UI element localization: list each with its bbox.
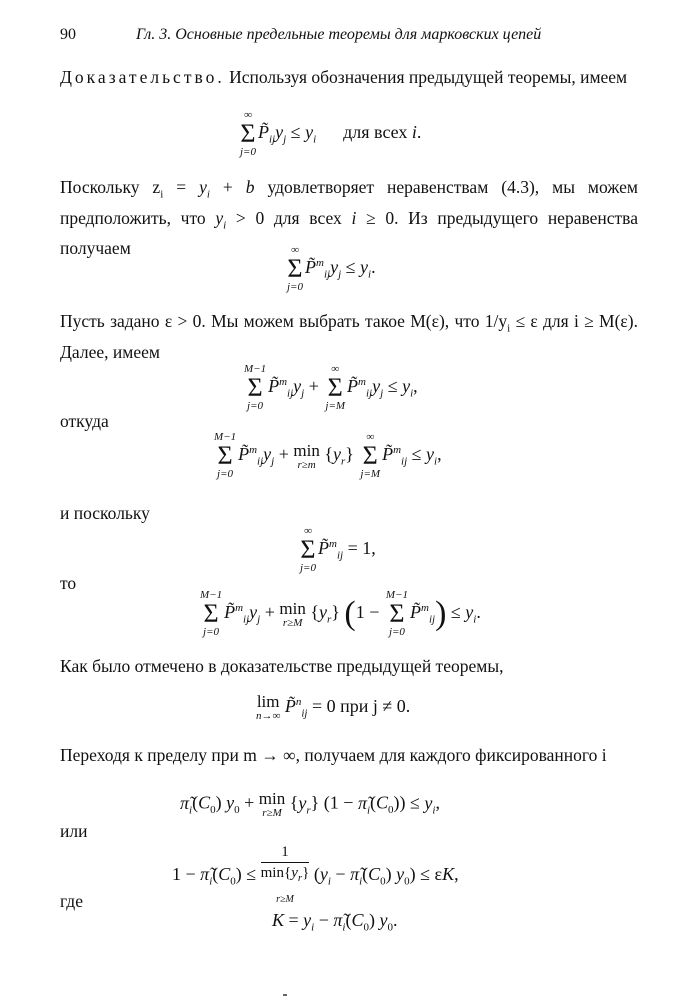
proof-intro-text: Используя обозначения предыдущей теоремы, имеем [224, 67, 628, 87]
paragraph-passing-limit: Переходя к пределу при m → ∞, получаем для каждого фиксированного i [60, 745, 607, 765]
word-to: то [60, 573, 77, 593]
paragraph-as-noted: Как было отмечено в доказательстве предыдущей теоремы, [60, 656, 504, 676]
paragraph-let-epsilon: Пусть задано ε > 0. Мы можем выбрать такое M(ε), что $1/y_i \le \varepsilon$ для i ≥ M(ε). Далее, имеем [60, 311, 638, 362]
equation-1: ∞ Σ j=0 $P̃_{ij}y_j \le y_i$ для всех i. [240, 109, 422, 158]
equation-2: ∞ Σ j=0 $P̃^m_{ij}y_j \le y_i$. [287, 244, 376, 293]
equation-7: lim n→∞ P̃$^n_{ij}$ = 0 при j ≠ 0. [256, 692, 411, 723]
paragraph-proof-intro [60, 66, 638, 89]
equation-10: $K = y_i$ − $\pĩ_i(C_0)$ $y_0$. [272, 910, 398, 934]
equation-6: M−1 Σ j=0 $P̃^m_{ij}y_j$ + min r≥M $\{y_r\} (1$ − M−1 Σ j=0 P̃$^m_{ij}$) ≤ $y_i$. [200, 589, 481, 638]
word-ili: или [60, 821, 88, 841]
equation-5: ∞ Σ j=0 P̃$^m_{ij}$ = 1, [300, 525, 376, 574]
equation-9: $1 - \pĩ_i(C_0)$ ≤ 1 $\min\{y_r\}$ r≥M ($y_i$ − $\pĩ_i(C_0) y_0) \le \varepsilon K$, [172, 844, 459, 905]
lim-tail: = 0 при j ≠ 0. [311, 696, 411, 716]
equation-3: M−1 Σ j=0 $P̃^m_{ij}y_j$ + ∞ Σ j=M $P̃^m_{ij}y_j \le y_i$, [244, 363, 418, 412]
print-mark [283, 994, 287, 996]
equation-8: $\pĩ_i(C_0) y_0$ + min r≥M $\{y_r\} (1$ − $\pĩ_i(C_0)) \le y_i$, [180, 789, 440, 819]
eq1-condition: для всех [343, 122, 408, 143]
paragraph-since: Поскольку $z_i = y_i + b$ удовлетворяет неравенствам (4.3), мы можем предположить, что $y_i > 0$ для всех i ≥ 0. Из предыдущего неравенства получаем [60, 177, 639, 258]
running-header [60, 26, 640, 48]
word-i-poskolku: и поскольку [60, 503, 150, 523]
word-otkuda: откуда [60, 411, 109, 431]
running-title: Гл. 3. Основные предельные теоремы для марковских цепей [136, 26, 542, 43]
word-gde: где [60, 891, 83, 911]
equation-4: M−1 Σ j=0 $P̃^m_{ij}y_j$ + min r≥m $\{y_r\}$ ∞ Σ j=M P̃$^m_{ij}$ ≤ $y_i$, [214, 431, 442, 480]
page-number: 90 [60, 26, 76, 43]
proof-word: Доказательство. [60, 67, 225, 87]
